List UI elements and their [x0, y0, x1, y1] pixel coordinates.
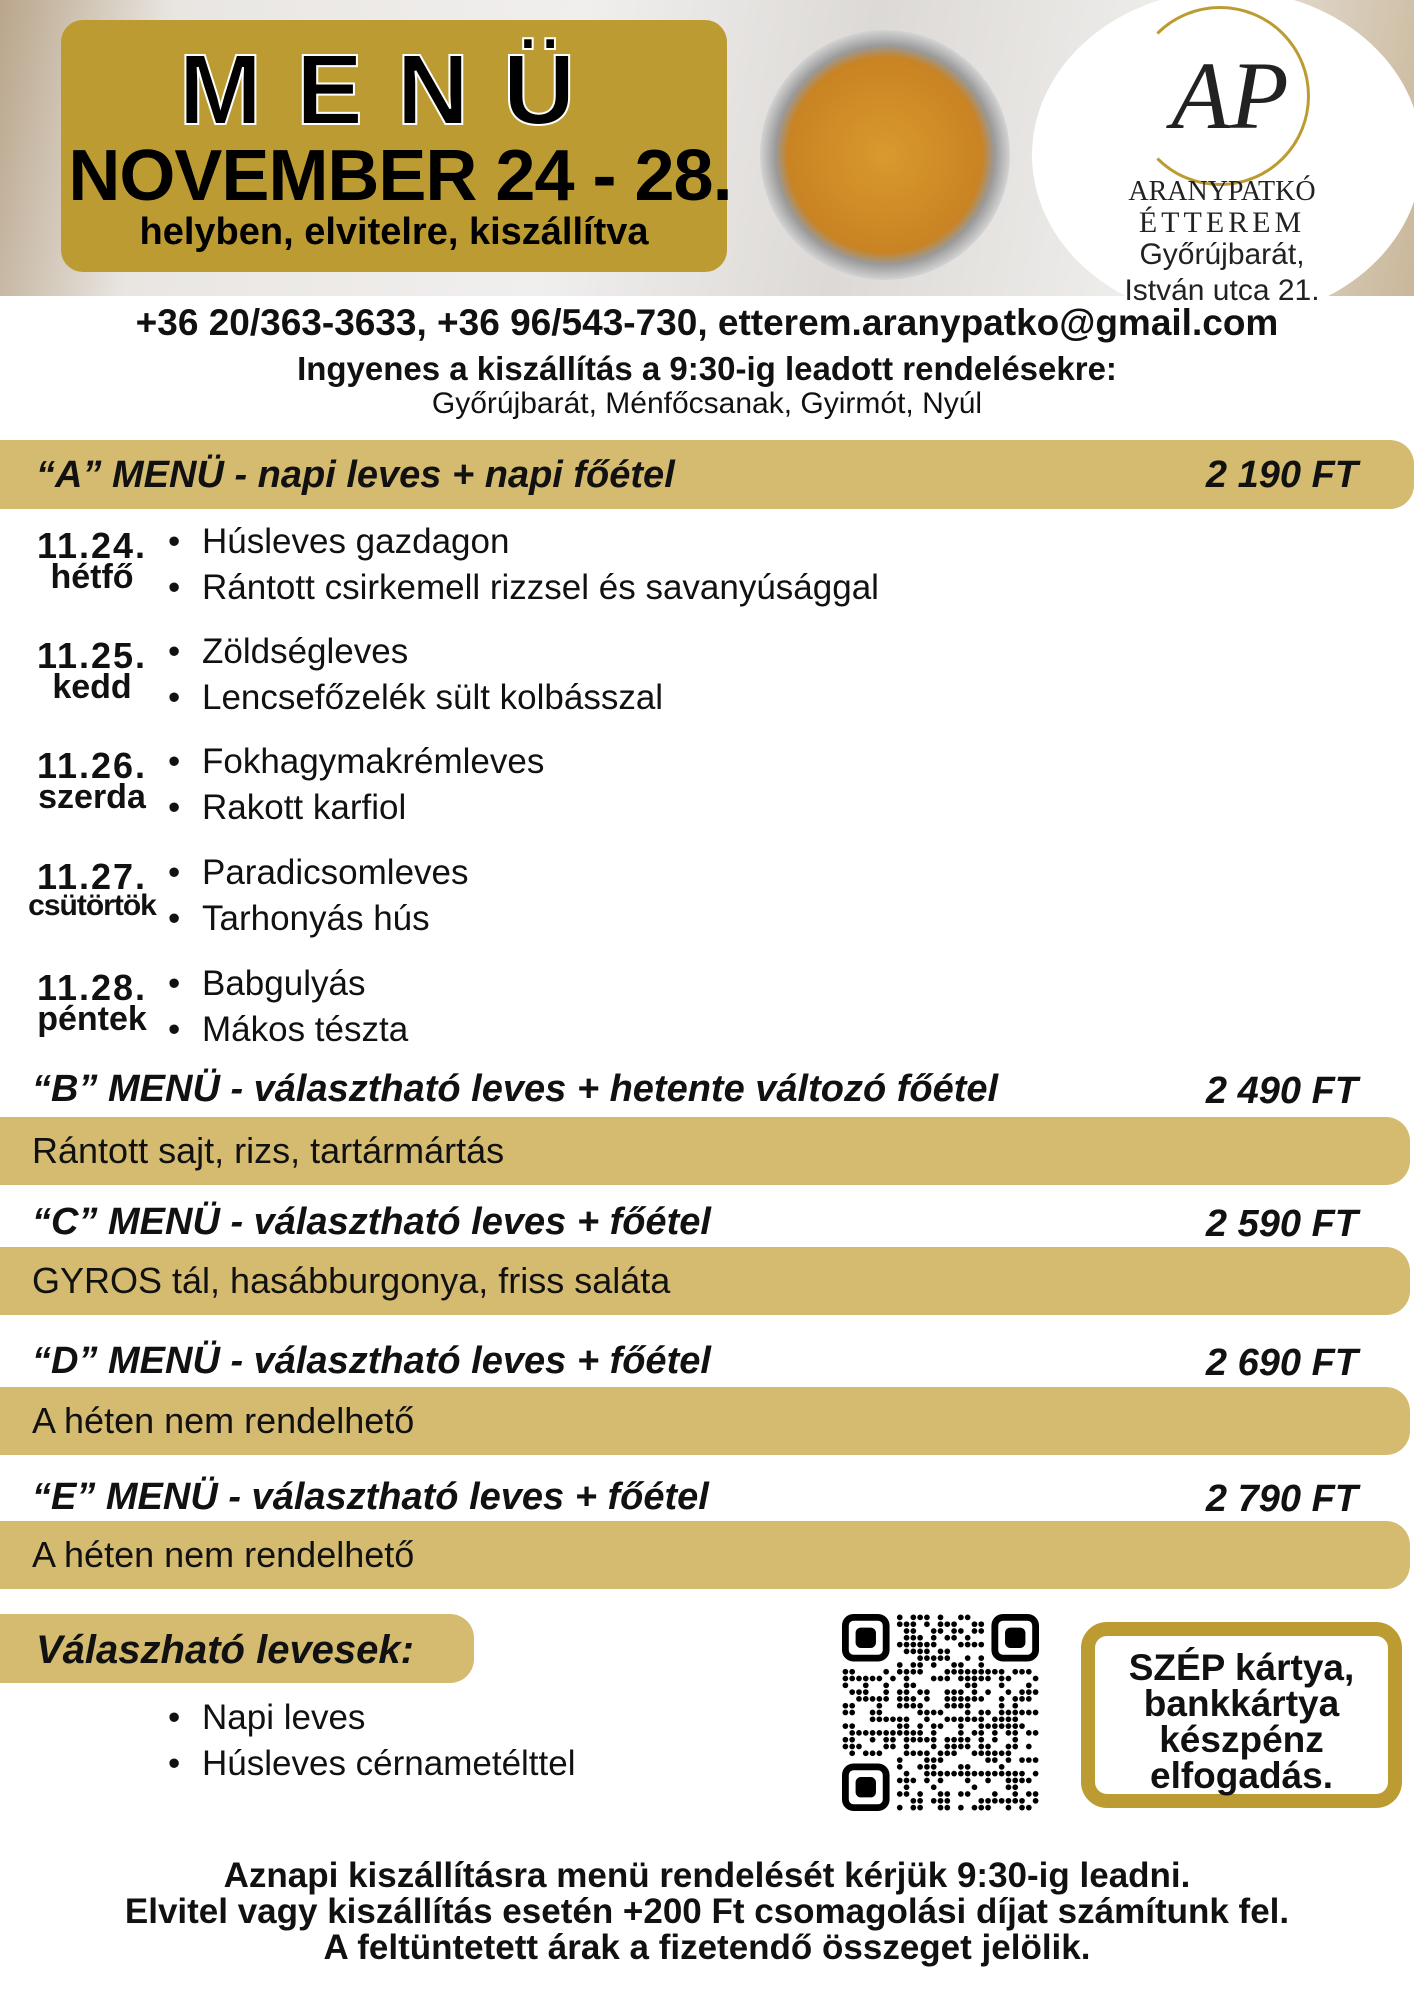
day-weekday: kedd — [52, 668, 132, 706]
menu-dish: A héten nem rendelhető — [32, 1534, 415, 1575]
address-line1: Győrújbarát, — [1139, 238, 1305, 271]
day-label — [12, 745, 172, 816]
menu-dish: A héten nem rendelhető — [32, 1400, 415, 1441]
delivery-towns: Győrújbarát, Ménfőcsanak, Gyirmót, Nyúl — [431, 387, 983, 420]
day-date: 11.27. — [36, 856, 148, 897]
menu-dish: GYROS tál, hasábburgonya, friss saláta — [32, 1260, 671, 1301]
logo-subname: ÉTTEREM — [1138, 206, 1306, 239]
rice-bowl-image — [760, 30, 1010, 280]
soups-title: Válaszható levesek: — [36, 1628, 414, 1672]
date-range: NOVEMBER 24 - 28. — [68, 136, 732, 216]
day-soup: • Paradicsomleves — [168, 855, 469, 890]
footer-note: A feltüntetett árak a fizetendő összeget jelölik. — [323, 1928, 1091, 1967]
payment-line: készpénz — [1159, 1719, 1324, 1760]
footer-note: Aznapi kiszállításra menü rendelését kérjük 9:30-ig leadni. — [223, 1856, 1191, 1895]
menu-price: 2 490 FT — [1205, 1070, 1358, 1112]
payment-line: elfogadás. — [1150, 1755, 1333, 1796]
menu-dish: Rántott sajt, rizs, tartármártás — [32, 1130, 505, 1171]
menu-a-title: “A” MENÜ - napi leves + napi főétel — [36, 454, 675, 496]
logo-monogram: AP — [1171, 42, 1289, 149]
contact-line: +36 20/363-3633, +36 96/543-730, etterem.aranypatko@gmail.com — [135, 302, 1279, 343]
soup-item: • Húsleves cérnametélttel — [168, 1746, 576, 1781]
soup-item: • Napi leves — [168, 1700, 365, 1735]
logo-name: ARANYPATKÓ — [1128, 176, 1316, 207]
service-modes: helyben, elvitelre, kiszállítva — [139, 211, 649, 253]
day-date: 11.25. — [36, 635, 148, 676]
footer-note: Elvitel vagy kiszállítás esetén +200 Ft csomagolási díjat számítunk fel. — [124, 1892, 1290, 1931]
day-weekday: szerda — [38, 778, 146, 816]
payment-line: SZÉP kártya, — [1128, 1647, 1355, 1688]
day-weekday: csütörtök — [28, 889, 156, 922]
day-main: • Tarhonyás hús — [168, 901, 430, 936]
day-weekday: péntek — [37, 1000, 147, 1038]
day-label — [12, 635, 172, 706]
page-title: MENÜ — [178, 34, 610, 146]
day-main: • Lencsefőzelék sült kolbásszal — [168, 680, 663, 715]
day-date: 11.28. — [36, 967, 148, 1008]
menu-title: “E” MENÜ - választható leves + főétel — [32, 1476, 709, 1518]
day-label — [12, 525, 172, 596]
payment-methods-box — [1081, 1622, 1402, 1808]
menu-price: 2 690 FT — [1205, 1342, 1358, 1384]
menu-price: 2 590 FT — [1205, 1203, 1358, 1245]
day-main: • Rántott csirkemell rizzsel és savanyúsággal — [168, 570, 879, 605]
menu-title: “C” MENÜ - választható leves + főétel — [32, 1201, 711, 1243]
day-main: • Rakott karfiol — [168, 790, 406, 825]
address-line2: István utca 21. — [1124, 274, 1320, 307]
qr-code[interactable] — [842, 1614, 1039, 1811]
day-soup: • Húsleves gazdagon — [168, 524, 509, 559]
menu-a-price: 2 190 FT — [1205, 454, 1358, 496]
menu-title: “D” MENÜ - választható leves + főétel — [32, 1340, 711, 1382]
day-soup: • Babgulyás — [168, 966, 365, 1001]
day-date: 11.24. — [36, 525, 148, 566]
day-weekday: hétfő — [50, 558, 134, 596]
payment-line: bankkártya — [1143, 1683, 1340, 1724]
day-date: 11.26. — [36, 745, 148, 786]
menu-title: “B” MENÜ - választható leves + hetente változó főétel — [32, 1068, 999, 1110]
day-soup: • Zöldségleves — [168, 634, 408, 669]
day-main: • Mákos tészta — [168, 1012, 408, 1047]
day-soup: • Fokhagymakrémleves — [168, 744, 544, 779]
free-delivery-note: Ingyenes a kiszállítás a 9:30-ig leadott rendelésekre: — [297, 350, 1117, 387]
day-label — [12, 967, 172, 1038]
menu-price: 2 790 FT — [1205, 1478, 1358, 1520]
day-label — [12, 856, 172, 922]
